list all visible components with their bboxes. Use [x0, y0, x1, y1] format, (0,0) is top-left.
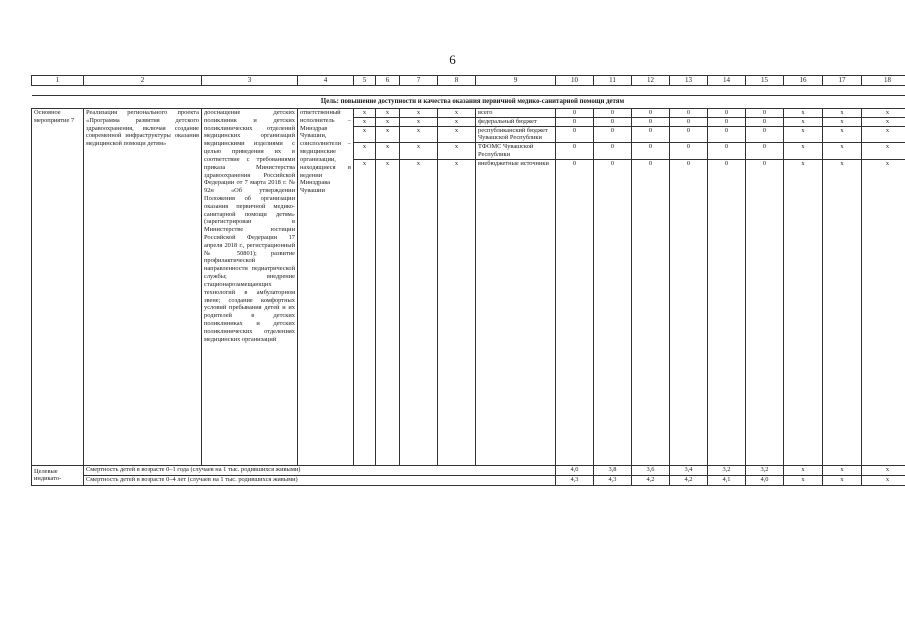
code-cell: x [438, 109, 476, 118]
column-number: 13 [670, 76, 708, 86]
value-cell: x [823, 126, 862, 143]
value-cell: x [862, 475, 905, 485]
value-cell: 0 [594, 117, 632, 126]
indicator-row [32, 465, 905, 475]
activity-name: Реализация регионального проекта «Программа развития детского здравоохранения, включая создание современной инфраструктуры оказания медицинской помощи детям» [84, 109, 202, 466]
value-cell: 0 [746, 126, 784, 143]
value-cell: 0 [670, 159, 708, 465]
code-cell: x [400, 143, 438, 160]
activity-label: Основное мероприятие 7 [32, 109, 84, 466]
goal-row [32, 96, 905, 109]
indicator-row [32, 475, 905, 485]
activity-description: дооснащение детских поликлиник и детских поликлинических отделений медицинских организаций медицинскими изделиями с целью приведения их в соответствие с требованиями приказа Министерства здравоохранения Российской Федерации от 7 марта 2018 г. № 92н «Об утверждении Положения об организации оказания первичной медико-санитарной помощи детям» (зарегистрирован в Министерстве юстиции Российской Федерации 17 апреля 2018 г., регистрационный № 50801); развитие профилактической направленности педиатрической службы; внедрение стационарозамещающих технологий в амбулаторном звене; создание комфортных условий пребывания детей и их родителей в детских поликлиниках и детских поликлинических отделениях медицинских организаций [202, 109, 298, 466]
value-cell: 0 [632, 143, 670, 160]
value-cell: 0 [670, 126, 708, 143]
value-cell: x [784, 159, 823, 465]
code-cell: x [438, 143, 476, 160]
value-cell: 0 [670, 143, 708, 160]
value-cell: x [862, 109, 905, 118]
value-cell: 4,1 [708, 475, 746, 485]
column-number: 16 [784, 76, 823, 86]
value-cell: 0 [556, 143, 594, 160]
value-cell: 0 [556, 117, 594, 126]
goal-title: Цель: повышение доступности и качества оказания первичной медико-санитарной помощи детям [320, 97, 625, 105]
value-cell: 0 [708, 117, 746, 126]
column-number: 4 [298, 76, 354, 86]
funding-source: внебюджетные источники [476, 159, 556, 465]
activity-responsible: ответственный исполнитель – Минздрав Чувашии, соисполнители – медицинские организации, находящиеся в ведении Минздрава Чувашии [298, 109, 354, 466]
value-cell: x [784, 465, 823, 475]
code-cell: x [438, 117, 476, 126]
value-cell: x [784, 109, 823, 118]
code-cell: x [376, 126, 400, 143]
value-cell: 0 [632, 126, 670, 143]
value-cell: x [823, 117, 862, 126]
value-cell: 0 [708, 159, 746, 465]
column-number: 14 [708, 76, 746, 86]
column-number: 12 [632, 76, 670, 86]
code-cell: x [376, 159, 400, 465]
code-cell: x [354, 159, 376, 465]
column-number: 2 [84, 76, 202, 86]
value-cell: 0 [556, 126, 594, 143]
code-cell: x [354, 126, 376, 143]
value-cell: 4,2 [632, 475, 670, 485]
value-cell: 0 [670, 109, 708, 118]
value-cell: 0 [594, 109, 632, 118]
code-cell: x [376, 117, 400, 126]
value-cell: x [823, 143, 862, 160]
column-number: 1 [32, 76, 84, 86]
value-cell: 0 [708, 126, 746, 143]
value-cell: 4,0 [556, 465, 594, 475]
column-number: 15 [746, 76, 784, 86]
value-cell: 0 [594, 126, 632, 143]
value-cell: 0 [746, 143, 784, 160]
value-cell: 0 [746, 109, 784, 118]
funding-source: федеральный бюджет [476, 117, 556, 126]
value-cell: 0 [708, 143, 746, 160]
column-number: 3 [202, 76, 298, 86]
code-cell: x [376, 109, 400, 118]
funding-source: всего [476, 109, 556, 118]
value-cell: 4,2 [670, 475, 708, 485]
value-cell: 3,2 [708, 465, 746, 475]
value-cell: x [862, 117, 905, 126]
funding-source: республиканский бюджет Чувашской Республики [476, 126, 556, 143]
value-cell: 0 [556, 159, 594, 465]
column-number: 18 [862, 76, 905, 86]
value-cell: 0 [632, 117, 670, 126]
value-cell: x [784, 126, 823, 143]
value-cell: x [862, 465, 905, 475]
indicators-label: Целевые индикато- [32, 465, 84, 485]
value-cell: x [823, 109, 862, 118]
value-cell: x [823, 465, 862, 475]
value-cell: 0 [746, 159, 784, 465]
value-cell: 0 [746, 117, 784, 126]
value-cell: x [784, 475, 823, 485]
code-cell: x [354, 143, 376, 160]
value-cell: x [784, 117, 823, 126]
value-cell: x [862, 159, 905, 465]
code-cell: x [400, 159, 438, 465]
value-cell: 3,4 [670, 465, 708, 475]
funding-source: ТФОМС Чувашской Республики [476, 143, 556, 160]
value-cell: x [862, 126, 905, 143]
value-cell: x [784, 143, 823, 160]
value-cell: 3,2 [746, 465, 784, 475]
value-cell: 4,3 [556, 475, 594, 485]
code-cell: x [400, 117, 438, 126]
value-cell: 3,8 [594, 465, 632, 475]
value-cell: x [823, 475, 862, 485]
code-cell: x [400, 126, 438, 143]
value-cell: 4,0 [746, 475, 784, 485]
code-cell: x [354, 109, 376, 118]
code-cell: x [438, 159, 476, 465]
column-number: 10 [556, 76, 594, 86]
column-number: 6 [376, 76, 400, 86]
value-cell: 0 [670, 117, 708, 126]
value-cell: 0 [594, 143, 632, 160]
value-cell: x [862, 143, 905, 160]
value-cell: x [823, 159, 862, 465]
value-cell: 3,6 [632, 465, 670, 475]
column-number: 8 [438, 76, 476, 86]
column-number-row [32, 76, 905, 86]
column-number: 17 [823, 76, 862, 86]
indicator-text: Смертность детей в возрасте 0–1 года (случаев на 1 тыс. родившихся живыми) [84, 465, 556, 475]
code-cell: x [354, 117, 376, 126]
value-cell: 0 [632, 159, 670, 465]
value-cell: 0 [556, 109, 594, 118]
code-cell: x [376, 143, 400, 160]
code-cell: x [438, 126, 476, 143]
code-cell: x [400, 109, 438, 118]
indicator-text: Смертность детей в возрасте 0–4 лет (случаев на 1 тыс. родившихся живыми) [84, 475, 556, 485]
value-cell: 0 [632, 109, 670, 118]
activity-row [32, 109, 905, 118]
column-number: 7 [400, 76, 438, 86]
value-cell: 0 [708, 109, 746, 118]
value-cell: 4,3 [594, 475, 632, 485]
column-number: 5 [354, 76, 376, 86]
column-number: 9 [476, 76, 556, 86]
value-cell: 0 [594, 159, 632, 465]
program-table [31, 75, 905, 486]
page-number: 6 [449, 52, 456, 67]
column-number: 11 [594, 76, 632, 86]
